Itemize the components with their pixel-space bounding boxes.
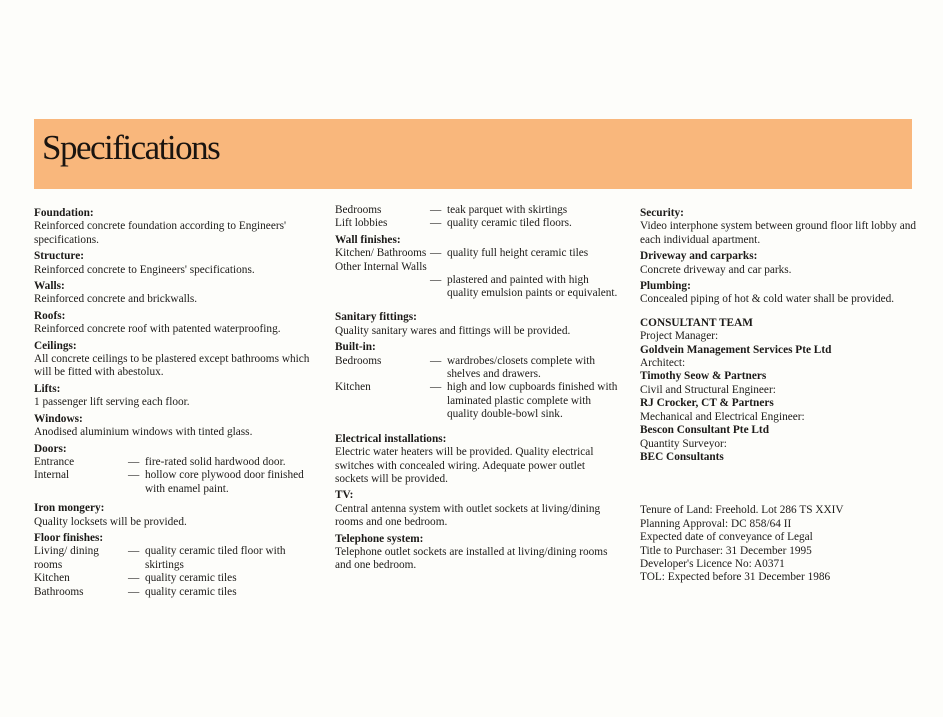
tenure-line: Planning Approval: DC 858/64 II: [640, 517, 792, 530]
spec-label: Bedrooms: [335, 204, 382, 216]
telephone-text: Telephone outlet sockets are installed at living/dining rooms and one bedroom.: [335, 545, 608, 572]
foundation-heading: Foundation:: [34, 207, 94, 219]
dash: —: [430, 381, 442, 394]
structure-heading: Structure:: [34, 250, 84, 263]
spec-label: Bedrooms: [335, 354, 382, 367]
column-3: [640, 204, 925, 585]
spec-row: [34, 572, 314, 585]
spec-value: fire-rated solid hardwood door.: [145, 455, 286, 468]
electrical-text: Electric water heaters will be provided. Quality electrical switches with concealed wiring. Adequate power outlet sockets will be provided.: [335, 446, 594, 485]
structure-text: Reinforced concrete to Engineers' specifications.: [34, 263, 255, 276]
spec-row: [335, 247, 620, 260]
team-name: Bescon Consultant Pte Ltd: [640, 424, 769, 437]
team-name: BEC Consultants: [640, 450, 724, 463]
security-text: Video interphone system between ground floor lift lobby and each individual apartment.: [640, 220, 917, 246]
tenure-block: [640, 504, 925, 584]
plumbing-heading: Plumbing:: [640, 280, 691, 293]
dash: —: [128, 572, 140, 585]
tenure-line: Tenure of Land: Freehold. Lot 286 TS XXIV: [640, 504, 844, 517]
team-role: Mechanical and Electrical Engineer:: [640, 410, 805, 423]
builtin-heading: Built-in:: [335, 341, 376, 354]
team-role: Architect:: [640, 357, 686, 370]
dash: —: [430, 273, 442, 286]
tv-heading: TV:: [335, 489, 354, 502]
spec-row: [335, 381, 620, 421]
spec-label: Bathrooms: [34, 585, 84, 598]
lifts-heading: Lifts:: [34, 382, 61, 395]
security-heading: Security:: [640, 207, 684, 219]
dash: —: [128, 455, 140, 468]
spec-label: Other Internal Walls: [335, 260, 427, 273]
spec-row: [34, 586, 314, 599]
tenure-line: Title to Purchaser: 31 December 1995: [640, 544, 812, 557]
spec-label: Kitchen/ Bathrooms: [335, 247, 427, 260]
team-name: RJ Crocker, CT & Partners: [640, 397, 774, 410]
sanitary-heading: Sanitary fittings:: [335, 311, 417, 324]
tenure-line: Expected date of conveyance of Legal: [640, 531, 813, 544]
dash: —: [430, 354, 442, 367]
windows-text: Anodised aluminium windows with tinted glass.: [34, 426, 253, 439]
tenure-line: Developer's Licence No: A0371: [640, 557, 785, 570]
spec-value: quality ceramic tiled floor with skirtings: [145, 545, 286, 571]
telephone-heading: Telephone system:: [335, 532, 424, 545]
windows-heading: Windows:: [34, 412, 83, 425]
ceilings-heading: Ceilings:: [34, 339, 77, 352]
spec-row: [34, 469, 314, 496]
spec-row: [34, 545, 314, 572]
dash: —: [430, 217, 442, 230]
dash: —: [430, 247, 442, 260]
driveway-heading: Driveway and carparks:: [640, 250, 758, 263]
column-1: [34, 204, 314, 599]
ironmongery-text: Quality locksets will be provided.: [34, 515, 187, 528]
spec-row: [335, 204, 620, 217]
ceilings-text: All concrete ceilings to be plastered except bathrooms which will be fitted with abestolux.: [34, 353, 310, 379]
wall-finishes-heading: Wall finishes:: [335, 233, 401, 246]
roofs-text: Reinforced concrete roof with patented waterproofing.: [34, 323, 281, 336]
team-name: Goldvein Management Services Pte Ltd: [640, 343, 832, 356]
title-banner: [34, 119, 912, 189]
spec-value: plastered and painted with high quality emulsion paints or equivalent.: [447, 273, 618, 300]
spec-value: hollow core plywood door finished with enamel paint.: [145, 469, 304, 495]
page-title: Specifications: [42, 128, 220, 167]
team-role: Civil and Structural Engineer:: [640, 383, 776, 396]
spec-row: [335, 261, 620, 301]
spec-label: Kitchen: [335, 381, 371, 394]
spec-row: [34, 456, 314, 469]
spec-value: high and low cupboards finished with laminated plastic complete with quality double-bowl sink.: [447, 381, 618, 421]
roofs-heading: Roofs:: [34, 309, 66, 322]
tv-text: Central antenna system with outlet sockets at living/dining rooms and one bedroom.: [335, 502, 601, 529]
sanitary-text: Quality sanitary wares and fittings will be provided.: [335, 324, 571, 337]
dash: —: [128, 585, 140, 598]
spec-value: wardrobes/closets complete with shelves and drawers.: [447, 354, 596, 381]
tenure-line: TOL: Expected before 31 December 1986: [640, 571, 831, 584]
spec-row: [335, 355, 620, 382]
team-role: Project Manager:: [640, 330, 719, 343]
doors-heading: Doors:: [34, 442, 67, 455]
dash: —: [128, 545, 140, 558]
team-name: Timothy Seow & Partners: [640, 370, 767, 383]
spec-label: Internal: [34, 469, 70, 482]
spec-label: Living/ dining rooms: [34, 545, 99, 571]
spec-label: Kitchen: [34, 572, 70, 585]
plumbing-text: Concealed piping of hot & cold water shall be provided.: [640, 293, 895, 306]
consultant-team-heading: CONSULTANT TEAM: [640, 316, 753, 329]
spec-row: [335, 217, 620, 230]
driveway-text: Concrete driveway and car parks.: [640, 263, 792, 276]
spec-value: quality ceramic tiled floors.: [447, 217, 572, 230]
team-role: Quantity Surveyor:: [640, 437, 727, 450]
walls-text: Reinforced concrete and brickwalls.: [34, 293, 198, 306]
floor-heading: Floor finishes:: [34, 531, 104, 544]
lifts-text: 1 passenger lift serving each floor.: [34, 396, 190, 409]
spec-value: quality ceramic tiles: [145, 585, 237, 598]
column-2: [335, 204, 620, 573]
dash: —: [128, 469, 140, 482]
ironmongery-heading: Iron mongery:: [34, 502, 105, 515]
electrical-heading: Electrical installations:: [335, 432, 447, 445]
spec-value: quality full height ceramic tiles: [447, 247, 589, 260]
spec-value: quality ceramic tiles: [145, 572, 237, 585]
spec-label: Entrance: [34, 455, 75, 468]
spec-label: Lift lobbies: [335, 217, 388, 230]
foundation-text: Reinforced concrete foundation according to Engineers' specifications.: [34, 220, 287, 246]
dash: —: [430, 204, 442, 216]
spec-value: teak parquet with skirtings: [447, 204, 568, 216]
walls-heading: Walls:: [34, 280, 65, 293]
